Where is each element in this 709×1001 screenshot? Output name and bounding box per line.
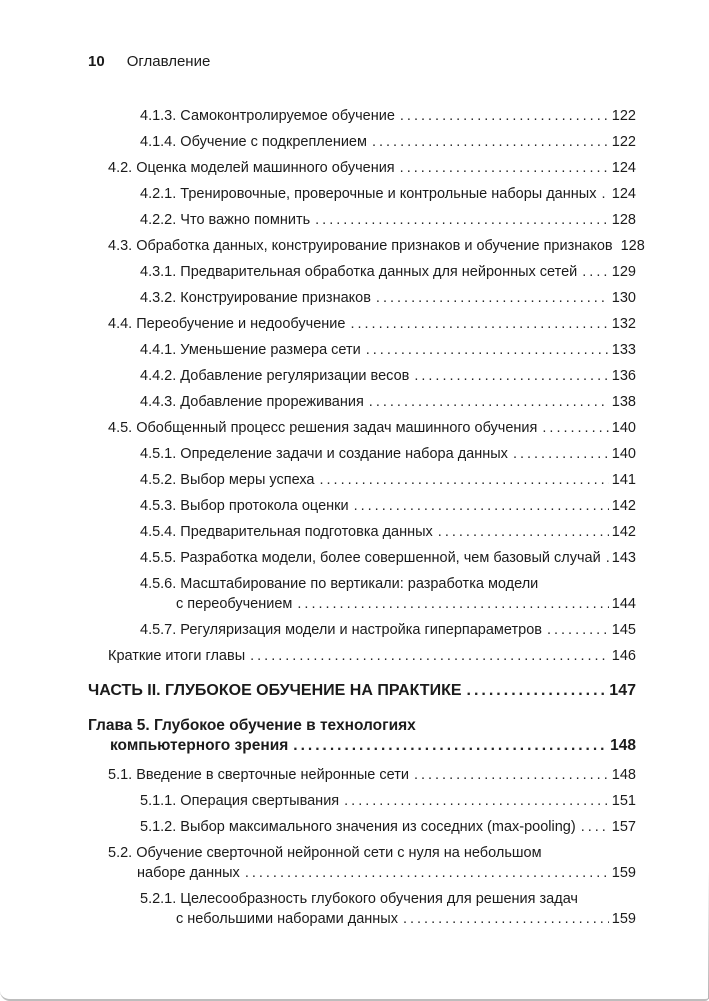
toc-entry-row [88,158,636,178]
toc-entry-row [88,470,636,490]
toc-entry [88,548,636,568]
toc-page-ref: 143 [611,550,636,566]
toc-entry-row [88,646,636,666]
toc-entry [88,496,636,516]
toc-entry [88,184,636,204]
dot-leader [376,288,609,308]
toc-entry-title: 4.1.3. Самоконтролируемое обучение [140,108,395,124]
toc-entry-title: ЧАСТЬ II. ГЛУБОКОЕ ОБУЧЕНИЕ НА ПРАКТИКЕ [88,682,462,699]
toc-entry-row [88,340,636,360]
toc-page-ref: 133 [611,342,636,358]
toc-entry [88,791,636,811]
toc-entry-title: наборе данных [137,865,240,881]
toc-entry [88,158,636,178]
toc-entry-title: 4.2. Оценка моделей машинного обучения [108,160,395,176]
toc-page-ref: 159 [611,911,636,927]
toc-page-ref: 124 [611,160,636,176]
toc-page-ref: 146 [611,648,636,664]
dot-leader [414,765,609,785]
toc-entry-row [88,716,636,736]
toc-entry-title: компьютерного зрения [110,736,289,754]
toc-entry [88,817,636,837]
toc-entry [88,574,636,614]
dot-leader [414,366,608,386]
dot-leader [293,736,607,756]
toc-entry [88,646,636,666]
toc-entry-title: 5.1. Введение в сверточные нейронные сети [108,767,409,783]
dot-leader [438,522,609,542]
dot-leader [320,470,609,490]
toc-entry-row [88,262,636,282]
toc-page-ref: 159 [611,865,636,881]
dot-leader [582,262,609,282]
toc-entry-title: 5.2.1. Целесообразность глубокого обучения для решения задач [140,891,578,907]
toc-chapter-heading [88,716,636,755]
toc-entry [88,366,636,386]
toc-entry-row [88,817,636,837]
toc-entry-row [88,680,636,702]
toc-entry-row [88,522,636,542]
toc-page-ref: 129 [611,264,636,280]
toc-entry-title: 5.1.2. Выбор максимального значения из соседних (max-pooling) [140,819,576,835]
toc-page-ref: 142 [611,498,636,514]
toc-entry [88,522,636,542]
dot-leader [372,132,609,152]
dot-leader [581,817,609,837]
dot-leader [366,340,609,360]
dot-leader [542,418,608,438]
toc-entry-title: 4.5.6. Масштабирование по вертикали: разработка модели [140,576,539,592]
dot-leader [369,392,609,412]
toc-entry-title: 4.1.4. Обучение с подкреплением [140,134,367,150]
toc-entry-row [88,548,636,568]
toc-entry-row [88,392,636,412]
dot-leader [467,680,607,702]
toc-entry-title: 4.5.3. Выбор протокола оценки [140,498,349,514]
toc-entry-row [88,418,636,438]
toc-entry [88,444,636,464]
toc-entry-title: с переобучением [176,596,293,612]
toc-entry-row [88,496,636,516]
toc-entry-title: 4.5.1. Определение задачи и создание набора данных [140,446,508,462]
toc-entry-row [88,366,636,386]
toc-entry-row [88,863,636,883]
toc-entry [88,843,636,883]
page-number: 10 [88,53,105,70]
toc-entry-title: 5.2. Обучение сверточной нейронной сети с нуля на небольшом [108,845,542,861]
toc-page-ref: 140 [611,446,636,462]
dot-leader [344,791,609,811]
toc-page-ref: 122 [611,108,636,124]
toc-entry [88,132,636,152]
toc-entry-title: 4.5.5. Разработка модели, более совершенной, чем базовый случай [140,550,601,566]
toc-entry-title: 4.4.1. Уменьшение размера сети [140,342,361,358]
toc-entry-row [88,210,636,230]
toc-part-heading [88,680,636,702]
toc-entry-title: 5.1.1. Операция свертывания [140,793,340,809]
toc-page-ref: 128 [620,238,645,254]
toc-entry-row [88,909,636,929]
toc-entry-row [88,574,636,594]
toc-page-ref: 136 [611,368,636,384]
toc-page-ref: 145 [611,622,636,638]
toc-entry [88,765,636,785]
toc-page-ref: 148 [610,736,636,754]
toc-page-ref: 132 [611,316,636,332]
dot-leader [606,548,609,568]
toc-entry-row [88,444,636,464]
toc-page-ref: 147 [609,682,636,699]
toc-entry-row [88,889,636,909]
toc-entry [88,392,636,412]
toc-entry-title: 4.4.3. Добавление прореживания [140,394,364,410]
toc-entry [88,889,636,929]
toc-entry-title: 4.2.1. Тренировочные, проверочные и контрольные наборы данных [140,186,597,202]
dot-leader [315,210,609,230]
toc-entry-title: 4.3. Обработка данных, конструирование признаков и обучение признаков [108,238,613,254]
toc-entry-title: 4.5.2. Выбор меры успеха [140,472,315,488]
dot-leader [403,909,609,929]
toc-page-ref: 124 [611,186,636,202]
toc-entry [88,288,636,308]
toc-entry-row [88,736,636,756]
toc-page-ref: 128 [611,212,636,228]
dot-leader [245,863,609,883]
toc-page-ref: 122 [611,134,636,150]
toc-entry [88,418,636,438]
toc-entry-title: 4.5. Обобщенный процесс решения задач машинного обучения [108,420,538,436]
toc-page-ref: 140 [611,420,636,436]
toc-entry-title: 4.5.7. Регуляризация модели и настройка гиперпараметров [140,622,542,638]
toc-entry-title: с небольшими наборами данных [176,911,398,927]
dot-leader [400,106,609,126]
dot-leader [513,444,609,464]
toc-page-ref: 148 [611,767,636,783]
toc-page-ref: 138 [611,394,636,410]
toc-entry [88,236,645,256]
toc-list [88,106,645,929]
toc-entry-row [88,288,636,308]
toc-page-ref: 151 [611,793,636,809]
toc-entry [88,340,636,360]
dot-leader [297,594,608,614]
toc-entry-row [88,106,636,126]
toc-entry [88,620,636,640]
toc-entry-row [88,132,636,152]
toc-entry-row [88,236,645,256]
toc-page-ref: 130 [611,290,636,306]
toc-entry [88,106,636,126]
toc-page-ref: 144 [611,596,636,612]
toc-page-ref: 157 [611,819,636,835]
dot-leader [354,496,609,516]
page-header [88,52,636,72]
toc-entry [88,314,636,334]
toc-page-ref: 141 [611,472,636,488]
toc-entry-row [88,314,636,334]
toc-entry-title: Глава 5. Глубокое обучение в технологиях [88,717,416,734]
toc-entry-row [88,791,636,811]
toc-page-ref: 142 [611,524,636,540]
dot-leader [250,646,609,666]
toc-entry-row [88,765,636,785]
toc-entry [88,470,636,490]
toc-entry-title: Краткие итоги главы [108,648,246,664]
toc-entry-row [88,184,636,204]
toc-entry-title: 4.3.2. Конструирование признаков [140,290,371,306]
page-header-title: Оглавление [126,53,211,70]
toc-entry [88,262,636,282]
toc-entry-title: 4.4. Переобучение и недообучение [108,316,346,332]
toc-entry [88,210,636,230]
toc-entry-row [88,594,636,614]
dot-leader [547,620,609,640]
dot-leader [350,314,608,334]
dot-leader [601,184,608,204]
toc-entry-title: 4.3.1. Предварительная обработка данных для нейронных сетей [140,264,578,280]
dot-leader [400,158,609,178]
toc-entry-row [88,843,636,863]
toc-entry-title: 4.5.4. Предварительная подготовка данных [140,524,433,540]
toc-entry-row [88,620,636,640]
toc-entry-title: 4.4.2. Добавление регуляризации весов [140,368,410,384]
toc-entry-title: 4.2.2. Что важно помнить [140,212,311,228]
